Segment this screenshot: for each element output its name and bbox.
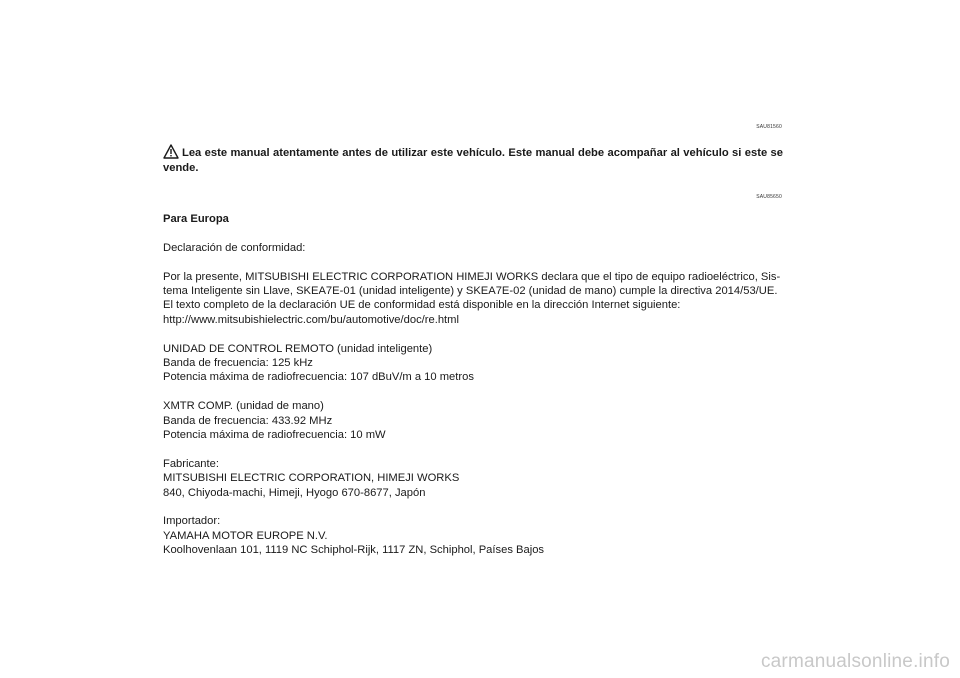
declaration-line: tema Inteligente sin Llave, SKEA7E-01 (unidad inteligente) y SKEA7E-02 (unidad de mano) cumple la directiva 2014/53/UE.: [163, 285, 778, 297]
section-heading: Para Europa: [163, 213, 229, 225]
manufacturer-name: MITSUBISHI ELECTRIC CORPORATION, HIMEJI WORKS: [163, 472, 460, 485]
remote-unit-frequency: Banda de frecuencia: 125 kHz: [163, 357, 313, 370]
importer-block: [163, 514, 785, 557]
warning-triangle-icon: [163, 147, 182, 159]
remote-unit-title: UNIDAD DE CONTROL REMOTO (unidad inteligente): [163, 342, 433, 355]
reference-code-section: SAU85650: [756, 194, 782, 200]
hand-unit-block: [163, 399, 785, 442]
warning-notice: [163, 144, 783, 176]
hand-unit-power: Potencia máxima de radiofrecuencia: 10 mW: [163, 429, 386, 442]
remote-unit-block: [163, 342, 785, 385]
importer-address: Koolhovenlaan 101, 1119 NC Schiphol-Rijk, 1117 ZN, Schiphol, Países Bajos: [163, 544, 545, 557]
manufacturer-address: 840, Chiyoda-machi, Himeji, Hyogo 670-8677, Japón: [163, 486, 426, 499]
importer-name: YAMAHA MOTOR EUROPE N.V.: [163, 529, 328, 542]
declaration-line: Por la presente, MITSUBISHI ELECTRIC CORPORATION HIMEJI WORKS declara que el tipo de equipo radioeléctrico, Sis-: [163, 270, 781, 283]
declaration-section: [163, 212, 785, 572]
declaration-title: Declaración de conformidad:: [163, 241, 306, 254]
hand-unit-frequency: Banda de frecuencia: 433.92 MHz: [163, 414, 333, 427]
manufacturer-label: Fabricante:: [163, 457, 219, 470]
site-watermark: carmanualsonline.info: [760, 651, 950, 672]
declaration-url: http://www.mitsubishielectric.com/bu/automotive/doc/re.html: [163, 313, 459, 326]
reference-code-top: SAU81560: [756, 124, 782, 130]
manufacturer-block: [163, 457, 785, 500]
remote-unit-power: Potencia máxima de radiofrecuencia: 107 dBuV/m a 10 metros: [163, 371, 474, 384]
importer-label: Importador:: [163, 515, 221, 528]
declaration-line: El texto completo de la declaración UE de conformidad está disponible en la dirección Internet siguiente:: [163, 299, 681, 312]
declaration-paragraph: [163, 270, 785, 328]
hand-unit-title: XMTR COMP. (unidad de mano): [163, 400, 324, 413]
warning-text: Lea este manual atentamente antes de utilizar este vehículo. Este manual debe acompañar al vehículo si este se vende.: [163, 147, 783, 174]
